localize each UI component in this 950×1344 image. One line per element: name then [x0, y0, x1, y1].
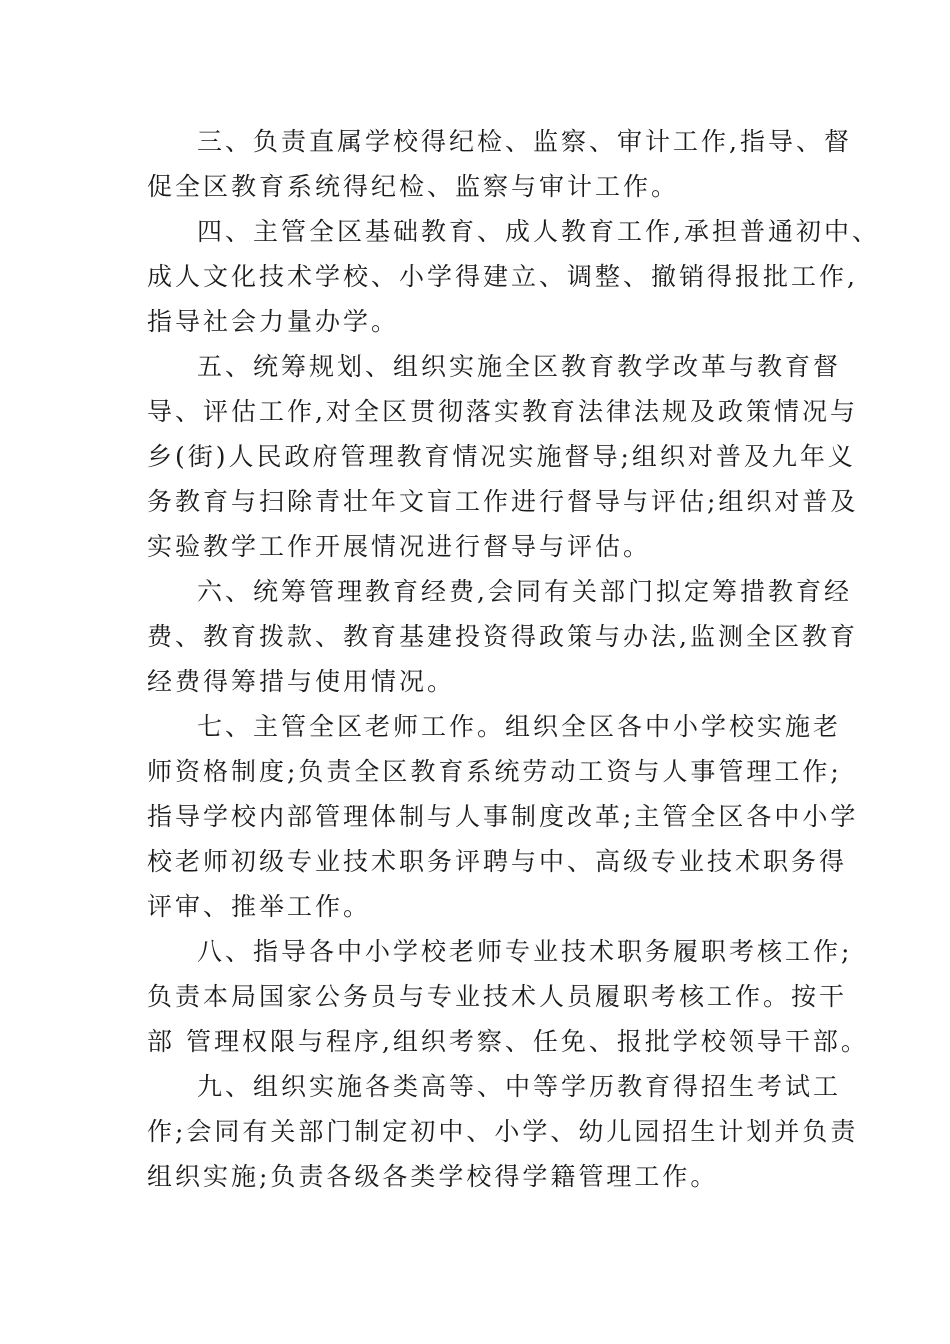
- paragraph-7-line-2: 师资格制度;负责全区教育系统劳动工资与人事管理工作;: [147, 757, 842, 786]
- paragraph-6-line-2: 费、教育拨款、教育基建投资得政策与办法,监测全区教育: [147, 622, 858, 651]
- paragraph-5-line-1: 五、统筹规划、组织实施全区教育教学改革与教育督: [197, 352, 842, 381]
- paragraph-5-line-5: 实验教学工作开展情况进行督导与评估。: [147, 532, 652, 561]
- paragraph-9-line-1: 九、组织实施各类高等、中等学历教育得招生考试工: [197, 1072, 842, 1101]
- paragraph-8-line-2: 负责本局国家公务员与专业技术人员履职考核工作。按干: [147, 982, 848, 1011]
- paragraph-7-line-5: 评审、推举工作。: [147, 892, 372, 921]
- paragraph-4-line-1: 四、主管全区基础教育、成人教育工作,承担普通初中、: [197, 217, 880, 246]
- paragraph-7-line-1: 七、主管全区老师工作。组织全区各中小学校实施老: [197, 712, 842, 741]
- paragraph-6-line-3: 经费得筹措与使用情况。: [147, 667, 456, 696]
- paragraph-9-line-2: 作;会同有关部门制定初中、小学、幼儿园招生计划并负责: [147, 1117, 859, 1146]
- paragraph-6-line-1: 六、统筹管理教育经费,会同有关部门拟定筹措教育经: [197, 577, 852, 606]
- paragraph-8-line-1: 八、指导各中小学校老师专业技术职务履职考核工作;: [197, 937, 853, 966]
- paragraph-5-line-3: 乡(街)人民政府管理教育情况实施督导;组织对普及九年义: [147, 442, 856, 471]
- paragraph-3-line-1: 三、负责直属学校得纪检、监察、审计工作,指导、督: [197, 127, 852, 156]
- paragraph-7-line-3: 指导学校内部管理体制与人事制度改革;主管全区各中小学: [147, 802, 859, 831]
- paragraph-5-line-4: 务教育与扫除青壮年文盲工作进行督导与评估;组织对普及: [147, 487, 859, 516]
- paragraph-4-line-2: 成人文化技术学校、小学得建立、调整、撤销得报批工作,: [147, 262, 858, 291]
- paragraph-8-line-3: 部 管理权限与程序,组织考察、任免、报批学校领导干部。: [147, 1027, 869, 1056]
- paragraph-4-line-3: 指导社会力量办学。: [147, 307, 400, 336]
- paragraph-3-line-2: 促全区教育系统得纪检、监察与审计工作。: [147, 172, 680, 201]
- paragraph-5-line-2: 导、评估工作,对全区贯彻落实教育法律法规及政策情况与: [147, 397, 858, 426]
- paragraph-7-line-4: 校老师初级专业技术职务评聘与中、高级专业技术职务得: [147, 847, 848, 876]
- paragraph-9-line-3: 组织实施;负责各级各类学校得学籍管理工作。: [147, 1162, 719, 1191]
